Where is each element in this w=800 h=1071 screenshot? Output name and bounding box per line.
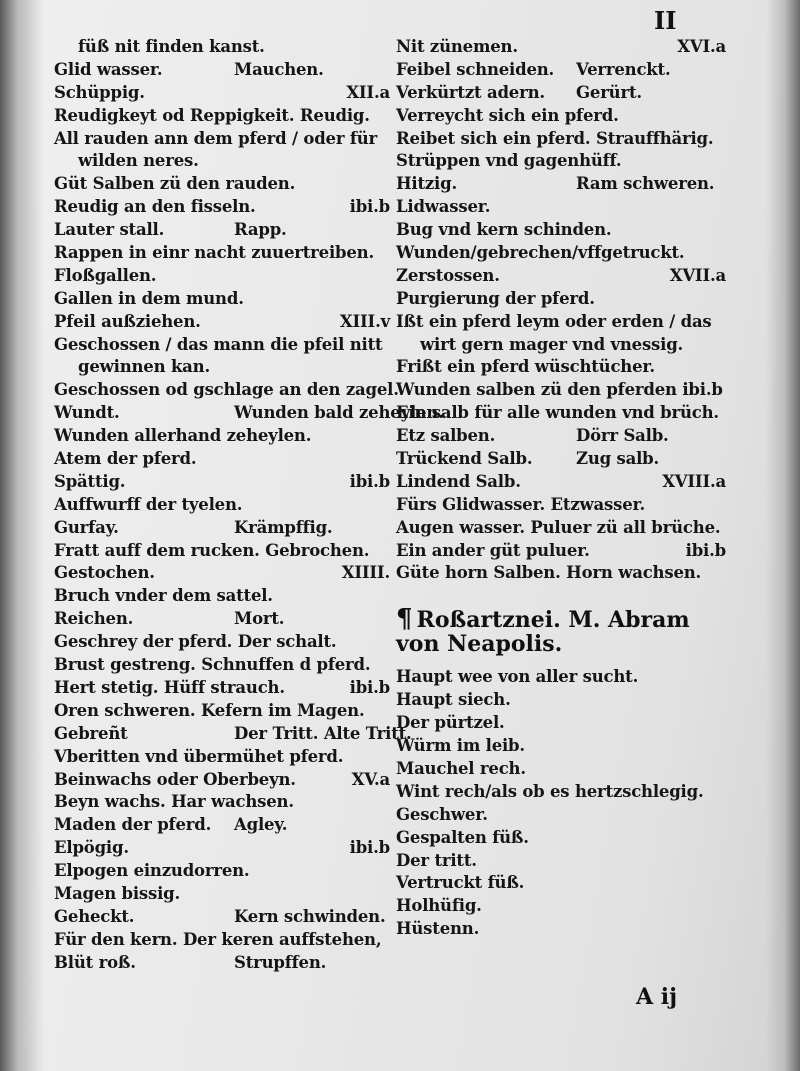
- entry-text: Mauchel rech.: [396, 758, 526, 778]
- folio-reference: XII.a: [346, 82, 390, 102]
- entry-text: Gurfay.: [54, 517, 119, 537]
- index-entry: [54, 585, 390, 608]
- index-entry: [54, 334, 390, 357]
- index-entry: [54, 952, 390, 975]
- entry-text: Wunden salben zü den pferden ibi.b: [396, 380, 723, 400]
- index-entry: [396, 402, 726, 425]
- index-entry: [54, 196, 390, 219]
- folio-reference: XVII.a: [669, 265, 726, 285]
- index-entry: [54, 356, 390, 379]
- page-shadow-left: [0, 0, 44, 1071]
- index-entry: [54, 150, 390, 173]
- index-entry: [396, 918, 726, 941]
- index-entry: [54, 860, 390, 883]
- index-entry: [396, 311, 726, 334]
- entry-text: Bruch vnder dem sattel.: [54, 586, 273, 606]
- index-entry: [54, 402, 444, 425]
- signature-mark: A ij: [636, 984, 678, 1010]
- entry-text: Für den kern. Der keren auffstehen,: [54, 929, 382, 949]
- entry-text: Gallen in dem mund.: [54, 288, 244, 308]
- entry-text: Beyn wachs. Har wachsen.: [54, 792, 294, 812]
- entry-text: Blüt roß.: [54, 952, 136, 972]
- index-entry: [54, 173, 390, 196]
- index-entry: [54, 36, 390, 59]
- page-number: II: [654, 6, 677, 35]
- index-entry: [54, 425, 390, 448]
- entry-text: Atem der pferd.: [54, 449, 197, 469]
- entry-secondary-text: Ram schweren.: [576, 174, 715, 194]
- index-entry: [54, 242, 390, 265]
- entry-text: Wint rech/als ob es hertzschlegig.: [396, 781, 704, 801]
- entry-text: Brust gestreng. Schnuffen d pferd.: [54, 655, 371, 675]
- right-index-top-list: [396, 36, 726, 585]
- index-entry: [54, 791, 390, 814]
- index-entry: [396, 712, 726, 735]
- index-entry: [54, 219, 390, 242]
- index-entry: [54, 769, 390, 792]
- entry-text: Beinwachs oder Oberbeyn.: [54, 769, 296, 789]
- folio-reference: XVI.a: [677, 37, 726, 56]
- index-entry: [54, 471, 390, 494]
- index-entry: [54, 677, 390, 700]
- entry-text: Floßgallen.: [54, 265, 157, 285]
- index-entry: [396, 36, 726, 59]
- entry-secondary-text: Agley.: [234, 815, 288, 835]
- page-shadow-right: [766, 0, 800, 1071]
- index-entry: [54, 128, 390, 151]
- entry-text: Rappen in einr nacht zuuertreiben.: [54, 243, 375, 263]
- index-entry: [54, 105, 390, 128]
- entry-text: Holhüfig.: [396, 896, 482, 916]
- section-heading-line2: von Neapolis.: [396, 631, 563, 658]
- entry-text: Vertruckt füß.: [396, 873, 525, 893]
- entry-text: Ein salb für alle wunden vnd brüch.: [396, 403, 719, 423]
- index-entry: [396, 895, 726, 918]
- index-entry: [396, 242, 726, 265]
- entry-text: Hert stetig. Hüff strauch.: [54, 677, 285, 697]
- entry-secondary-text: Mauchen.: [234, 59, 324, 79]
- entry-text: Frißt ein pferd wüschtücher.: [396, 357, 655, 377]
- entry-text: Zerstossen.: [396, 265, 500, 285]
- entry-secondary-text: Strupffen.: [234, 952, 327, 972]
- folio-reference: ibi.b: [685, 540, 726, 560]
- folio-reference: XV.a: [351, 769, 390, 789]
- index-entry: [396, 334, 726, 357]
- entry-text: Glid wasser.: [54, 59, 163, 79]
- entry-text: Schüppig.: [54, 82, 145, 102]
- index-entry: [54, 517, 390, 540]
- index-entry: [396, 471, 726, 494]
- index-entry: [54, 494, 390, 517]
- entry-text: Der pürtzel.: [396, 713, 505, 733]
- entry-text: Pfeil außziehen.: [54, 311, 201, 331]
- index-entry: [396, 850, 726, 873]
- index-entry: [54, 540, 390, 563]
- index-entry: [54, 448, 390, 471]
- entry-text: Strüppen vnd gagenhüff.: [396, 151, 622, 171]
- entry-text: Haupt wee von aller sucht.: [396, 667, 639, 687]
- index-entry: [54, 631, 390, 654]
- index-entry: [54, 929, 390, 952]
- entry-text: Oren schweren. Kefern im Magen.: [54, 700, 365, 720]
- entry-text: Haupt siech.: [396, 690, 511, 710]
- entry-text: Lindend Salb.: [396, 471, 521, 491]
- entry-secondary-text: Wunden bald zeheylen.: [234, 403, 444, 423]
- index-entry: [54, 608, 390, 631]
- index-entry: [396, 150, 726, 173]
- entry-text: Güt Salben zü den rauden.: [54, 174, 296, 194]
- entry-secondary-text: Mort.: [234, 609, 285, 629]
- index-entry: [396, 827, 726, 850]
- entry-text: Hitzig.: [396, 174, 457, 194]
- entry-text: Wunden allerhand zeheylen.: [54, 426, 312, 446]
- index-entry: [54, 59, 390, 82]
- entry-text: Gebreñt: [54, 723, 128, 743]
- index-entry: [396, 219, 726, 242]
- entry-secondary-text: Krämpffig.: [234, 517, 333, 537]
- index-entry: [396, 494, 726, 517]
- entry-text: Reichen.: [54, 609, 134, 629]
- index-entry: [396, 379, 726, 402]
- index-entry: [396, 105, 726, 128]
- entry-text: Geschossen od gschlage an den zagel.: [54, 380, 399, 400]
- entry-text: Lauter stall.: [54, 220, 165, 240]
- entry-text: Maden der pferd.: [54, 815, 212, 835]
- index-entry: [396, 562, 726, 585]
- entry-text: Reibet sich ein pferd. Strauffhärig.: [396, 128, 714, 148]
- entry-secondary-text: Der Tritt. Alte Tritt.: [234, 723, 412, 743]
- entry-secondary-text: Verrenckt.: [576, 59, 671, 79]
- section-heading: [396, 604, 726, 658]
- folio-reference: ibi.b: [349, 677, 390, 697]
- index-entry: [54, 700, 390, 723]
- index-entry: [396, 128, 726, 151]
- entry-text: Reudig an den fisseln.: [54, 197, 256, 217]
- entry-secondary-text: Kern schwinden.: [234, 906, 386, 926]
- index-entry: [54, 814, 390, 837]
- entry-secondary-text: Gerürt.: [576, 82, 642, 102]
- index-entry: [54, 265, 390, 288]
- entry-text: Nit zünemen.: [396, 37, 518, 56]
- entry-text: Wundt.: [54, 403, 120, 423]
- index-entry: [54, 311, 390, 334]
- section-heading-line1: Roßartznei. M. Abram: [416, 607, 690, 634]
- index-entry: [54, 654, 390, 677]
- entry-text: Magen bissig.: [54, 883, 181, 903]
- folio-reference: XIIII.: [341, 563, 390, 583]
- index-entry: [396, 540, 726, 563]
- entry-text: wirt gern mager vnd vnessig.: [420, 334, 684, 354]
- entry-text: Fürs Glidwasser. Etzwasser.: [396, 494, 646, 514]
- index-entry: [54, 746, 390, 769]
- folio-reference: XIII.v: [339, 311, 390, 331]
- index-entry: [396, 356, 726, 379]
- entry-text: Gestochen.: [54, 563, 155, 583]
- index-entry: [396, 82, 726, 105]
- entry-text: Spättig.: [54, 471, 126, 491]
- entry-text: Elpögig.: [54, 838, 129, 858]
- index-entry: [396, 781, 726, 804]
- index-entry: [396, 173, 726, 196]
- entry-text: wilden neres.: [78, 151, 199, 171]
- index-entry: [396, 735, 726, 758]
- entry-text: Würm im leib.: [396, 736, 525, 756]
- entry-text: Geschossen / das mann die pfeil nitt: [54, 334, 383, 354]
- entry-secondary-text: Zug salb.: [576, 449, 660, 469]
- entry-secondary-text: Dörr Salb.: [576, 426, 669, 446]
- index-entry: [54, 837, 390, 860]
- index-entry: [396, 425, 726, 448]
- index-entry: [54, 723, 412, 746]
- entry-text: Wunden/gebrechen/vffgetruckt.: [396, 243, 685, 263]
- entry-text: Elpogen einzudorren.: [54, 861, 250, 881]
- entry-text: füß nit finden kanst.: [78, 37, 265, 56]
- right-index-bottom-list: [396, 666, 726, 941]
- entry-text: Geschwer.: [396, 804, 488, 824]
- folio-reference: ibi.b: [349, 471, 390, 491]
- right-index-column: [396, 36, 726, 941]
- entry-secondary-text: Rapp.: [234, 220, 287, 240]
- index-entry: [396, 517, 726, 540]
- entry-text: Güte horn Salben. Horn wachsen.: [396, 563, 702, 583]
- entry-text: Geschrey der pferd. Der schalt.: [54, 632, 337, 652]
- entry-text: Fratt auff dem rucken. Gebrochen.: [54, 540, 370, 560]
- index-entry: [54, 562, 390, 585]
- index-entry: [396, 288, 726, 311]
- index-entry: [396, 448, 726, 471]
- index-entry: [54, 379, 399, 402]
- entry-text: All rauden ann dem pferd / oder für: [54, 128, 378, 148]
- entry-text: Vberitten vnd übermühet pferd.: [54, 746, 344, 766]
- index-entry: [396, 689, 726, 712]
- entry-text: Hüstenn.: [396, 919, 480, 939]
- folio-reference: ibi.b: [349, 197, 390, 217]
- entry-text: Gespalten füß.: [396, 827, 529, 847]
- index-entry: [54, 82, 390, 105]
- entry-text: Trückend Salb.: [396, 449, 533, 469]
- entry-text: Der tritt.: [396, 850, 477, 870]
- entry-text: Ein ander güt puluer.: [396, 540, 590, 560]
- entry-text: Auffwurff der tyelen.: [54, 494, 243, 514]
- index-entry: [396, 196, 726, 219]
- entry-text: Etz salben.: [396, 426, 496, 446]
- entry-text: Verkürtzt adern.: [396, 82, 545, 102]
- index-entry: [396, 666, 726, 689]
- entry-text: Augen wasser. Puluer zü all brüche.: [396, 517, 721, 537]
- folio-reference: ibi.b: [349, 838, 390, 858]
- entry-text: Bug vnd kern schinden.: [396, 220, 612, 240]
- index-entry: [396, 872, 726, 895]
- entry-text: Geheckt.: [54, 906, 135, 926]
- index-entry: [54, 906, 390, 929]
- entry-text: Feibel schneiden.: [396, 59, 555, 79]
- entry-text: Verreycht sich ein pferd.: [396, 105, 619, 125]
- folio-reference: XVIII.a: [662, 471, 726, 491]
- index-entry: [54, 288, 390, 311]
- entry-text: Ißt ein pferd leym oder erden / das: [396, 311, 712, 331]
- entry-text: Purgierung der pferd.: [396, 288, 595, 308]
- index-entry: [396, 804, 726, 827]
- index-entry: [396, 265, 726, 288]
- index-entry: [54, 883, 390, 906]
- pilcrow-mark: ¶: [396, 604, 413, 635]
- entry-text: gewinnen kan.: [78, 357, 211, 377]
- entry-text: Lidwasser.: [396, 197, 491, 217]
- entry-text: Reudigkeyt od Reppigkeit. Reudig.: [54, 105, 370, 125]
- index-entry: [396, 59, 726, 82]
- index-entry: [396, 758, 726, 781]
